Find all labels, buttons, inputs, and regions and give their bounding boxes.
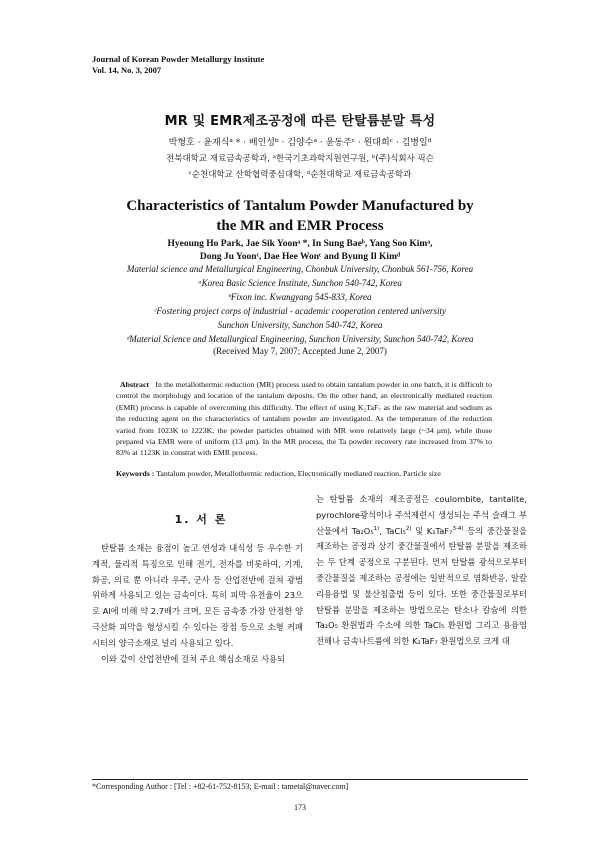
english-title <box>0 196 600 236</box>
paragraph: 탄탈륨 소재는 융점이 높고 연성과 내식성 등 우수한 기계적, 물리적 특징으로 인해 전기, 전자를 비롯하여, 기계, 화공, 의료 뿐 아니라 우주, 군사 등 산업전반에 걸쳐 광범위하게 사용되고 있는 금속이다. 특히 피막 유전율이 23으로 Al에 비해 약 2.7배가 크며, 모든 금속중 가장 안정한 양극산화 피막을 형성시킬 수 있다는 장점 등으로 소형 커패시터의 양극소재로 널리 사용되고 있다. <box>92 543 303 648</box>
english-affiliation: Sunchon University, Sunchon 540-742, Korea <box>217 320 383 330</box>
journal-name: Journal of Korean Powder Metallurgy Institute <box>92 54 265 64</box>
abstract <box>116 379 492 459</box>
abstract-label: Abstract <box>120 380 150 389</box>
abstract-text: In the metallothermic reduction (MR) process used to obtain tantalum powder in one batch, it is difficult to control the morphology and location of the tantalum deposits. On the other hand, an electronically mediated reaction (EMR) process is capable of overcoming this difficulty. The effect of using K₂TaF₇ as the raw material and sodium as the reducting agent on the characteristics of tantalum powder are investigated. As the temperature of the reduction varied from 1023K to 1223K, the powder particles obtained with MR were relatively large (~34 μm), while those prepared via EMR were of uniform (13 μm). In the MR process, the Ta powder recovery rate increased from 37% to 83% at 1123K in constrat with EMR process. <box>116 380 492 458</box>
page-number: 173 <box>294 803 306 812</box>
korean-title: MR 및 EMR제조공정에 따른 탄탈륨분말 특성 <box>164 114 436 129</box>
english-authors-line-2: Dong Ju Yoonᶜ, Dae Hee Wonᶜ and Byung Il Kimᵈ <box>199 252 401 262</box>
english-title-line-2: the MR and EMR Process <box>216 218 384 234</box>
citation: 3-4) <box>452 525 464 532</box>
received-dates: (Received May 7, 2007; Accepted June 2, 2007) <box>213 346 387 356</box>
journal-volume: Vol. 14, No. 3, 2007 <box>92 65 162 75</box>
english-affiliation: ᶜFostering project corps of industrial - academic cooperation centered university <box>154 306 446 316</box>
english-title-line-1: Characteristics of Tantalum Powder Manufactured by <box>126 198 474 214</box>
english-affiliation: ᵇFixon inc. Kwangyang 545-833, Korea <box>228 292 372 302</box>
citation: 2) <box>405 525 412 532</box>
english-affiliation: Material science and Metallurgical Engineering, Chonbuk University, Chonbuk 561-756, Korea <box>126 264 474 274</box>
body-column-right <box>316 492 527 650</box>
footnote-divider <box>92 779 528 780</box>
citation: 1) <box>373 525 380 532</box>
keywords-label: Keywords : <box>116 469 155 478</box>
corresponding-author-footnote: *Corresponding Author : [Tel : +82-61-752-8153; E-mail : tametal@naver.com] <box>92 782 349 791</box>
paragraph: 이와 같이 산업전반에 걸쳐 주요 핵심소재로 사용되 <box>101 653 286 664</box>
korean-authors: 박형호 · 윤재식ᵃ * · 배인성ᵇ · 김양수ᵃ · 윤동주ᶜ · 원대희ᶜ · 김병일ᵈ <box>168 138 432 148</box>
english-authors <box>0 238 600 264</box>
korean-affiliation-2: ᶜ순천대학교 산학협력중심대학, ᵈ순천대학교 재료금속공학과 <box>188 170 412 180</box>
keywords <box>116 468 492 479</box>
korean-affiliation-1: 전북대학교 재료금속공학과, ᵃ한국기초과학지원연구원, ᵇ(주)식회사 픽슨 <box>166 154 434 164</box>
journal-header <box>92 54 264 76</box>
keywords-text: Tantalum powder, Metallothermic reduction, Electronically mediated reaction, Particle size <box>156 469 441 478</box>
section-heading-introduction: 1. 서 론 <box>174 513 228 526</box>
paragraph: 는 탄탈륨 소재의 제조공정은 coulombite, tantalite, pyrochlore광석이나 주석제련시 생성되는 주석 슬래그 부산물에서 Ta₂O₅$^{1)}$, TaCl₅$^{2)}$ 및 K₂TaF₇$^{3-4)}$ 등의 중간물질을 제조하는 공정과 상기 중간물질에서 탄탈륨 분말을 제조하는 두 단계 공정으로 구분된다. 먼저 탄탈륨 광석으로부터 중간물질을 제조하는 공정에는 일반적으로 염화반응, 알칼리용융법 및 불산침출법 등이 있다. 또한 중간물질로부터 탄탈륨 분말을 제조하는 방법으로는 탄소나 칼슘에 의한 Ta₂O₅ 환원법과 수소에 의한 TaCl₅ 환원법 그리고 용융염전해나 금속나트륨에 의한 K₂TaF₇ 환원법으로 크게 대 <box>316 494 527 647</box>
body-column-left <box>92 541 303 667</box>
english-affiliation: ᵃKorea Basic Science Institute, Sunchon 540-742, Korea <box>198 278 402 288</box>
english-authors-line-1: Hyeoung Ho Park, Jae Sik Yoonᵃ *, In Sung Baeᵇ, Yang Soo Kimᵃ, <box>167 239 433 249</box>
english-affiliation: ᵈMaterial Science and Metallurgical Engineering, Sunchon University, Sunchon 540-742, Korea <box>126 334 474 344</box>
